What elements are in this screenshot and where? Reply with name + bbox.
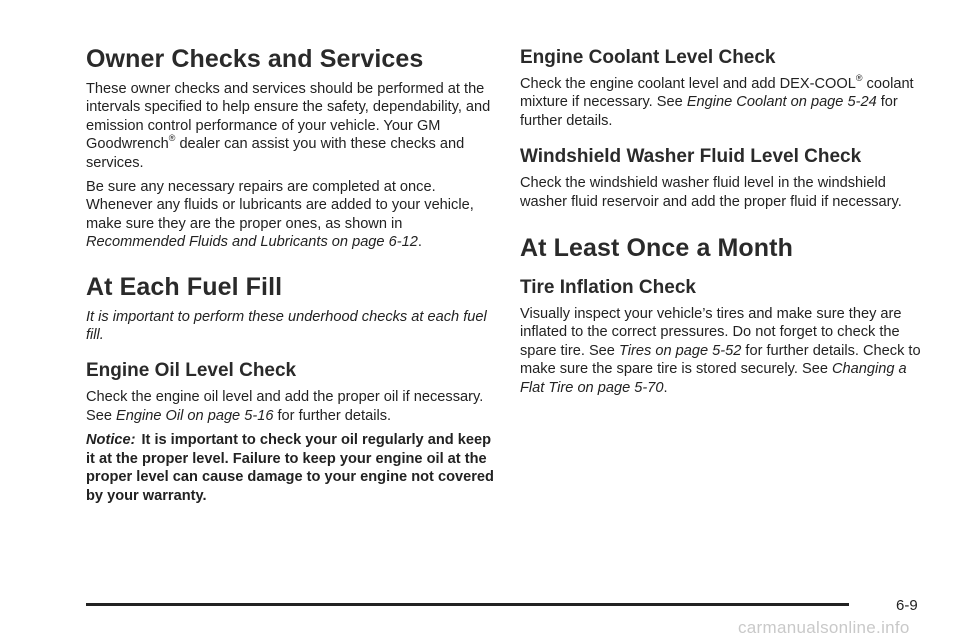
tire-text-b: for further details. Check to make sure the spare tire is stored securely. See: [520, 342, 921, 378]
tire-text-c: .: [663, 379, 668, 396]
heading-engine-coolant: Engine Coolant Level Check: [520, 47, 776, 68]
cross-reference-tires[interactable]: Tires on page 5-52: [618, 342, 742, 359]
registered-mark: ®: [168, 133, 176, 144]
washer-paragraph: Check the windshield washer fluid level in the windshield washer fluid reservoir and add the proper fluid if necessary.: [520, 175, 902, 210]
oil-text-a: Check the engine oil level and add the proper oil if necessary. See: [86, 389, 484, 424]
left-column: [86, 44, 494, 505]
intro-text-2a: Be sure any necessary repairs are completed at once. Whenever any fluids or lubricants are added to your vehicle, make sure they are the proper ones, as shown in: [86, 179, 474, 232]
heading-tire-inflation: Tire Inflation Check: [520, 277, 696, 299]
right-column: [520, 44, 930, 397]
fuel-fill-note-text: It is important to perform these underhood checks at each fuel fill.: [86, 308, 487, 344]
registered-mark: ®: [855, 73, 863, 84]
notice-label: Notice:: [86, 432, 136, 449]
coolant-text-a: Check the engine coolant level and add DEX-COOL: [520, 76, 856, 92]
oil-text-b: for further details.: [273, 407, 392, 424]
section-title-owner-checks: Owner Checks and Services: [86, 45, 424, 73]
intro-paragraph-2: [86, 178, 494, 252]
watermark: carmanualsonline.info: [738, 618, 910, 637]
notice-paragraph: [86, 431, 494, 505]
notice-text: It is important to check your oil regularly and keep it at the proper level. Failure to keep your engine oil at the proper level can cause damage to your engine not covered by your warranty.: [86, 432, 494, 504]
oil-paragraph: [86, 388, 494, 425]
coolant-text-b: coolant mixture if necessary. See: [520, 76, 914, 111]
tire-paragraph: [520, 305, 930, 397]
coolant-paragraph: [520, 75, 930, 130]
intro-text-2b: .: [417, 234, 422, 251]
section-title-fuel-fill: At Each Fuel Fill: [86, 272, 283, 301]
section-title-once-a-month: At Least Once a Month: [520, 234, 793, 263]
tire-text-a: Visually inspect your vehicle’s tires and make sure they are inflated to the correct pressures. Do not forget to check the spare tire. See: [520, 306, 902, 359]
intro-text-1b: dealer can assist you with these checks and services.: [86, 136, 465, 171]
intro-text-1a: These owner checks and services should be performed at the intervals specified to help ensure the safety, dependability, and emission control performance of your vehicle. Your GM Goodwrench: [86, 81, 491, 153]
coolant-text-c: for further details.: [520, 94, 898, 129]
heading-engine-oil: Engine Oil Level Check: [86, 360, 297, 382]
cross-reference-engine-oil[interactable]: Engine Oil on page 5-16: [116, 407, 274, 424]
cross-reference-engine-coolant[interactable]: Engine Coolant on page 5-24: [686, 94, 877, 111]
cross-reference-fluids[interactable]: Recommended Fluids and Lubricants on page 6-12: [86, 234, 418, 251]
heading-washer-fluid: Windshield Washer Fluid Level Check: [520, 146, 862, 168]
page-number: 6-9: [896, 597, 918, 614]
cross-reference-flat-tire[interactable]: Changing a Flat Tire on page 5-70: [520, 361, 907, 396]
intro-paragraph-1: [86, 80, 494, 172]
footer-rule: [86, 603, 849, 606]
fuel-fill-note: [86, 308, 494, 345]
